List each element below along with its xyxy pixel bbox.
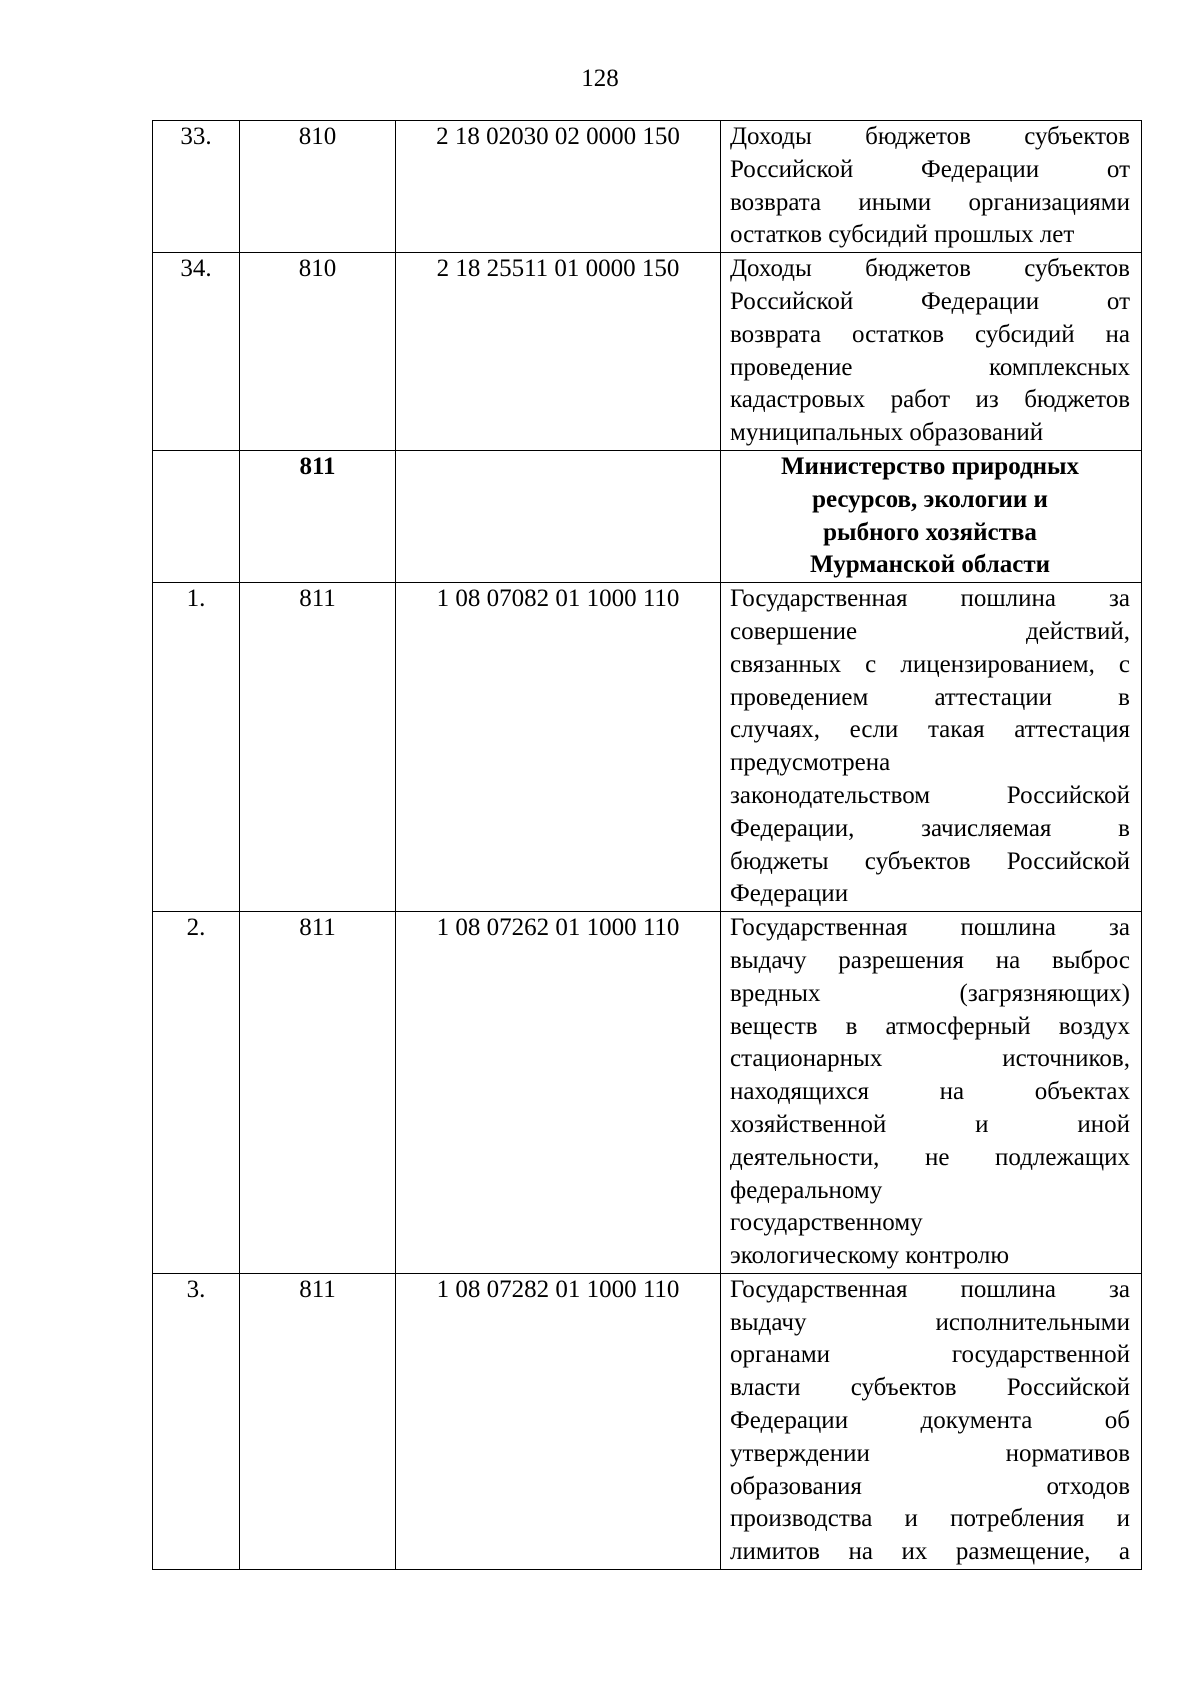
description-line: выдачу исполнительными bbox=[730, 1308, 1130, 1336]
revenue-description-cell bbox=[721, 912, 1142, 1274]
description-line: Государственная пошлина за bbox=[730, 585, 1130, 613]
description-line: предусмотрена bbox=[730, 749, 891, 777]
section-title-cell bbox=[721, 450, 1142, 582]
table-body bbox=[153, 121, 1142, 1570]
description-line: Государственная пошлина за bbox=[730, 914, 1130, 942]
description-line: государственному bbox=[730, 1209, 923, 1237]
description-line: лимитов на их размещение, а bbox=[730, 1538, 1130, 1566]
description-line: остатков субсидий прошлых лет bbox=[730, 221, 1075, 249]
description-line: Российской Федерации от bbox=[730, 155, 1130, 183]
administrator-code-cell: 811 bbox=[240, 450, 396, 582]
description-line: законодательством Российской bbox=[730, 781, 1130, 809]
budget-classification-code-cell: 1 08 07282 01 1000 110 bbox=[396, 1273, 721, 1569]
description-line: производства и потребления и bbox=[730, 1505, 1130, 1533]
revenue-description-cell bbox=[721, 1273, 1142, 1569]
table-section-header-row bbox=[153, 450, 1142, 582]
revenue-description-cell bbox=[721, 253, 1142, 451]
table-row bbox=[153, 121, 1142, 253]
description-line: Федерации, зачисляемая в bbox=[730, 814, 1130, 842]
table-row bbox=[153, 253, 1142, 451]
row-number-cell bbox=[153, 450, 240, 582]
description-line: проведение комплексных bbox=[730, 353, 1130, 381]
description-line: федеральному bbox=[730, 1176, 883, 1204]
description-line: ресурсов, экологии и bbox=[812, 485, 1048, 513]
description-line: Государственная пошлина за bbox=[730, 1275, 1130, 1303]
description-line: кадастровых работ из бюджетов bbox=[730, 386, 1130, 414]
row-number-cell: 33. bbox=[153, 121, 240, 253]
description-line: вредных (загрязняющих) bbox=[730, 979, 1130, 1007]
description-line: Федерации bbox=[730, 880, 849, 908]
description-line: деятельности, не подлежащих bbox=[730, 1143, 1130, 1171]
administrator-code-cell: 811 bbox=[240, 912, 396, 1274]
table-row bbox=[153, 583, 1142, 912]
administrator-code-cell: 810 bbox=[240, 253, 396, 451]
description-line: связанных с лицензированием, с bbox=[730, 650, 1130, 678]
revenue-description-cell bbox=[721, 121, 1142, 253]
budget-classification-code-cell bbox=[396, 450, 721, 582]
description-line: находящихся на объектах bbox=[730, 1078, 1130, 1106]
administrator-code-cell: 811 bbox=[240, 583, 396, 912]
budget-classification-code-cell: 1 08 07262 01 1000 110 bbox=[396, 912, 721, 1274]
page-number: 128 bbox=[581, 65, 619, 92]
description-line: хозяйственной и иной bbox=[730, 1110, 1130, 1138]
description-line: бюджеты субъектов Российской bbox=[730, 847, 1130, 875]
description-line: Российской Федерации от bbox=[730, 287, 1130, 315]
row-number-cell: 34. bbox=[153, 253, 240, 451]
description-line: власти субъектов Российской bbox=[730, 1374, 1130, 1402]
description-line: случаях, если такая аттестация bbox=[730, 716, 1130, 744]
budget-classification-code-cell: 2 18 02030 02 0000 150 bbox=[396, 121, 721, 253]
description-line: выдачу разрешения на выброс bbox=[730, 946, 1130, 974]
description-line: Министерство природных bbox=[780, 452, 1080, 480]
budget-classification-code-cell: 2 18 25511 01 0000 150 bbox=[396, 253, 721, 451]
description-line: экологическому контролю bbox=[730, 1242, 1010, 1270]
description-line: стационарных источников, bbox=[730, 1045, 1130, 1073]
description-line: Мурманской области bbox=[809, 551, 1051, 579]
description-line: утверждении нормативов bbox=[730, 1439, 1130, 1467]
row-number-cell: 3. bbox=[153, 1273, 240, 1569]
description-line: образования отходов bbox=[730, 1472, 1130, 1500]
row-number-cell: 2. bbox=[153, 912, 240, 1274]
description-line: возврата иными организациями bbox=[730, 188, 1130, 216]
description-line: веществ в атмосферный воздух bbox=[730, 1012, 1130, 1040]
revenue-classification-table bbox=[152, 120, 1142, 1570]
administrator-code-cell: 810 bbox=[240, 121, 396, 253]
description-line: Доходы бюджетов субъектов bbox=[730, 255, 1130, 283]
description-line: органами государственной bbox=[730, 1341, 1130, 1369]
description-line: Федерации документа об bbox=[730, 1407, 1130, 1435]
description-line: муниципальных образований bbox=[730, 419, 1044, 447]
description-line: рыбного хозяйства bbox=[823, 518, 1037, 546]
revenue-description-cell bbox=[721, 583, 1142, 912]
budget-classification-code-cell: 1 08 07082 01 1000 110 bbox=[396, 583, 721, 912]
administrator-code-cell: 811 bbox=[240, 1273, 396, 1569]
description-line: Доходы бюджетов субъектов bbox=[730, 123, 1130, 150]
description-line: возврата остатков субсидий на bbox=[730, 320, 1130, 348]
table-row bbox=[153, 912, 1142, 1274]
row-number-cell: 1. bbox=[153, 583, 240, 912]
description-line: проведением аттестации в bbox=[730, 683, 1130, 711]
table-row bbox=[153, 1273, 1142, 1569]
description-line: совершение действий, bbox=[730, 617, 1130, 645]
